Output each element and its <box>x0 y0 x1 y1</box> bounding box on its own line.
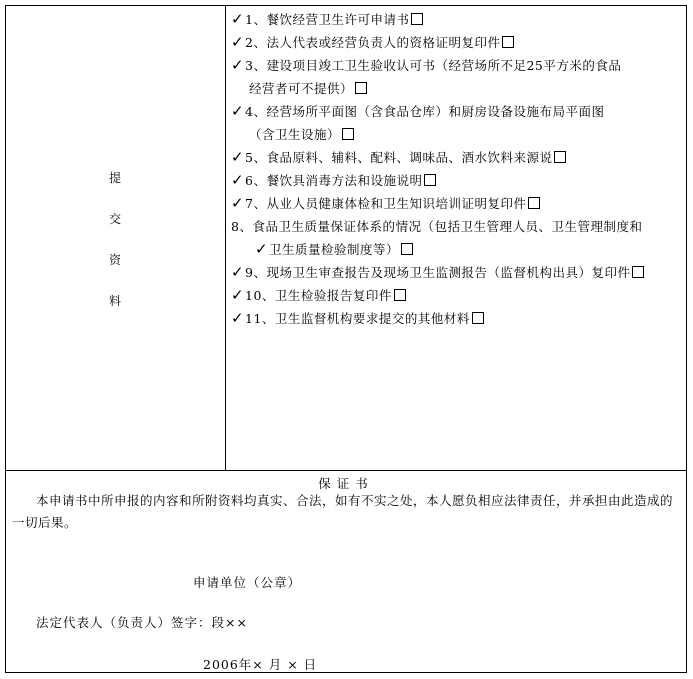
checkbox[interactable] <box>632 266 644 278</box>
list-item: 8、食品卫生质量保证体系的情况（包括卫生管理人员、卫生管理制度和 ✓卫生质量检验制度等） <box>231 215 683 261</box>
checkmark-icon: ✓ <box>231 286 245 304</box>
checkmark-icon: ✓ <box>231 10 245 28</box>
checkbox[interactable] <box>554 151 566 163</box>
checkmark-icon: ✓ <box>231 56 245 74</box>
checkmark-icon: ✓ <box>231 33 245 51</box>
checkbox[interactable] <box>355 82 367 94</box>
label-char: 交 <box>108 212 121 226</box>
list-item: ✓5、食品原料、辅料、配料、调味品、酒水饮料来源说 <box>231 146 683 169</box>
checkbox[interactable] <box>342 128 354 140</box>
list-item: ✓9、现场卫生审查报告及现场卫生监测报告（监督机构出具）复印件 <box>231 261 683 284</box>
section-divider <box>5 470 687 471</box>
submitted-materials-label <box>100 172 130 336</box>
checkbox[interactable] <box>424 174 436 186</box>
label-char: 提 <box>108 171 121 185</box>
legal-rep-signature-line: 法定代表人（负责人）签字：段×× <box>36 615 248 630</box>
list-item: ✓3、建设项目竣工卫生验收认可书（经营场所不足25平方米的食品 经营者可不提供） <box>231 56 622 96</box>
checkmark-icon: ✓ <box>255 240 269 258</box>
list-item: ✓11、卫生监督机构要求提交的其他材料 <box>231 307 683 330</box>
list-item: ✓1、餐饮经营卫生许可申请书 <box>231 8 683 31</box>
list-item: ✓10、卫生检验报告复印件 <box>231 284 683 307</box>
checkbox[interactable] <box>528 197 540 209</box>
checkmark-icon: ✓ <box>231 309 245 327</box>
list-item: ✓4、经营场所平面图（含食品仓库）和厨房设备设施布局平面图 （含卫生设施） <box>231 102 605 142</box>
label-char: 资 <box>108 253 121 267</box>
checkmark-icon: ✓ <box>231 148 245 166</box>
checkmark-icon: ✓ <box>231 102 245 120</box>
label-char: 料 <box>108 294 121 308</box>
column-divider <box>225 5 226 471</box>
checkbox[interactable] <box>411 13 423 25</box>
checkbox[interactable] <box>394 289 406 301</box>
checkbox[interactable] <box>472 312 484 324</box>
checkmark-icon: ✓ <box>231 263 245 281</box>
applicant-seal-line: 申请单位（公章） <box>193 575 302 590</box>
list-item: ✓2、法人代表或经营负责人的资格证明复印件 <box>231 31 683 54</box>
guarantee-body: 本申请书中所申报的内容和所附资料均真实、合法，如有不实之处，本人愿负相应法律责任，并承担由此造成的一切后果。 <box>12 493 674 530</box>
list-item: ✓6、餐饮具消毒方法和设施说明 <box>231 169 683 192</box>
date-line: 2006年× 月 × 日 <box>203 657 318 672</box>
checkbox[interactable] <box>401 243 413 255</box>
materials-list <box>231 8 683 330</box>
checkmark-icon: ✓ <box>231 171 245 189</box>
list-item: ✓7、从业人员健康体检和卫生知识培训证明复印件 <box>231 192 683 215</box>
guarantee-title: 保证书 <box>318 476 374 491</box>
checkbox[interactable] <box>502 36 514 48</box>
checkmark-icon: ✓ <box>231 194 245 212</box>
